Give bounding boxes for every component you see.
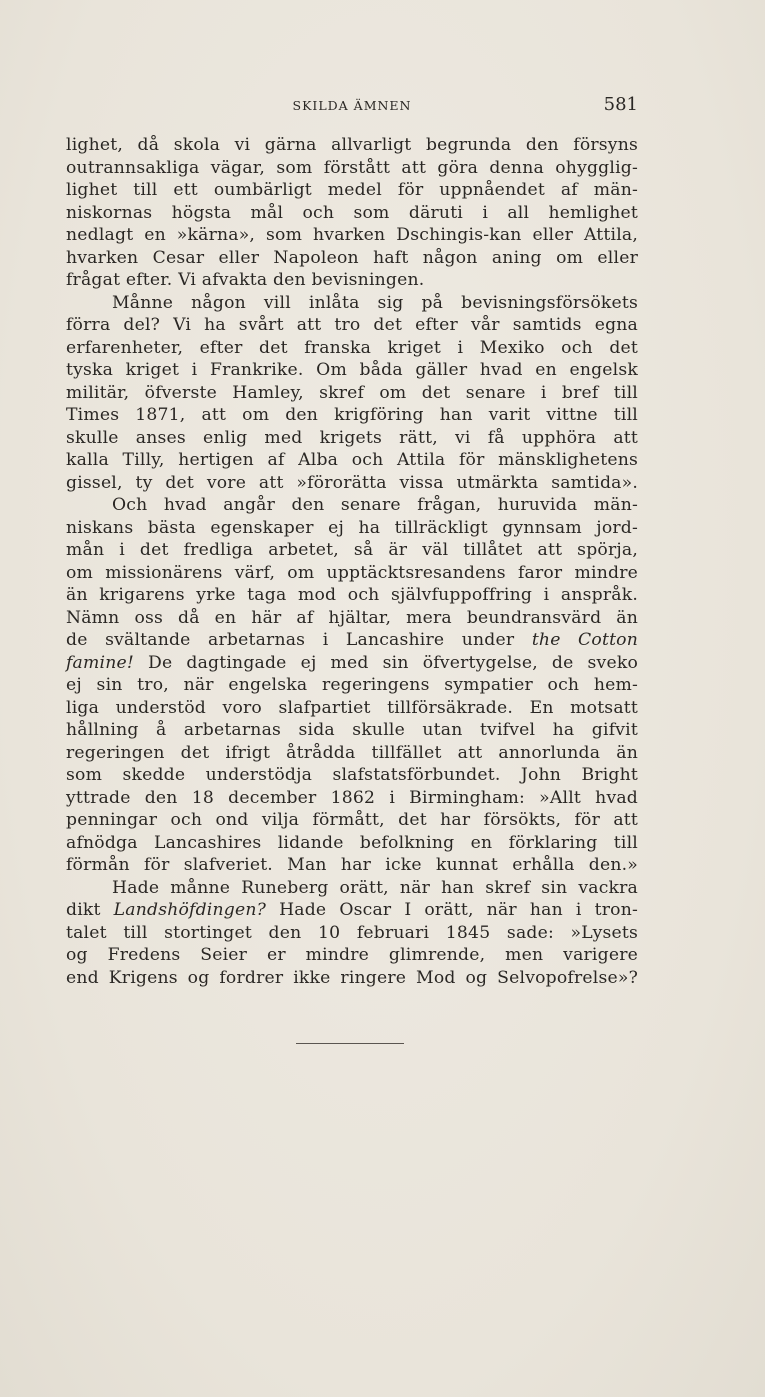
text-line: lighet till ett oumbärligt medel för uppnåendet af män- — [66, 180, 638, 200]
italic-word: famine! — [66, 652, 134, 673]
text-line: förmån för slafveriet. Man har icke kunnat erhålla den.» — [66, 855, 638, 875]
text-line: om missionärens värf, om upptäcktsresandens faror mindre — [66, 562, 638, 583]
section-divider — [296, 1043, 404, 1044]
text-line: afnödga Lancashires lidande befolkning en förklaring till — [66, 832, 638, 853]
page-number: 581 — [603, 94, 638, 115]
text-line: Månne någon vill inlåta sig på bevisningsförsökets — [112, 292, 638, 313]
text-line: frågat efter. Vi afvakta den bevisningen. — [66, 270, 425, 290]
italic-title: Landshöfdingen? — [113, 900, 267, 920]
running-title: SKILDA ÄMNEN — [292, 98, 412, 113]
text-line: som skedde understödja slafstatsförbundet. John Bright — [66, 765, 638, 785]
text-line: tyska kriget i Frankrike. Om båda gäller hvad en engelsk — [66, 360, 638, 380]
text-line: nedlagt en »kärna», som hvarken Dschingis-kan eller Attila, — [66, 225, 638, 245]
text-line: regeringen det ifrigt åtrådda tillfället att annorlunda än — [66, 742, 638, 763]
text-line: outrannsakliga vägar, som förstått att göra denna ohygglig- — [66, 157, 638, 178]
text-line: ej sin tro, när engelska regeringens sympatier och hem- — [66, 675, 638, 695]
text-line: niskans bästa egenskaper ej ha tillräckligt gynnsam jord- — [66, 517, 638, 538]
text-line — [66, 899, 638, 922]
text-line: Och hvad angår den senare frågan, huruvida män- — [112, 495, 638, 515]
text-line: niskornas högsta mål och som däruti i all hemlighet — [66, 202, 638, 223]
text-segment: De dagtingade ej med sin öfvertygelse, de sveko — [133, 652, 638, 673]
text-line: Hade månne Runeberg orätt, när han skref sin vackra — [112, 877, 638, 898]
text-line — [66, 629, 638, 652]
text-line: lighet, då skola vi gärna allvarligt begrunda den försyns — [66, 135, 638, 155]
text-segment: dikt — [66, 900, 114, 920]
text-line: hållning å arbetarnas sida skulle utan tvifvel ha gifvit — [66, 720, 638, 740]
text-line: erfarenheter, efter det franska kriget i Mexiko och det — [66, 337, 638, 358]
text-line: penningar och ond vilja förmått, det har försökts, för att — [66, 810, 638, 830]
italic-title: the Cotton — [531, 630, 638, 650]
body-text — [66, 134, 638, 989]
text-line: än krigarens yrke taga mod och självfuppoffring i anspråk. — [66, 585, 638, 605]
text-line: gissel, ty det vore att »förorätta vissa utmärkta samtida». — [66, 472, 638, 493]
text-line: end Krigens og fordrer ikke ringere Mod og Selvopofrelse»? — [66, 967, 638, 988]
text-line — [66, 652, 638, 675]
text-segment: Hade Oscar I orätt, när han i tron- — [266, 900, 638, 920]
text-line: kalla Tilly, hertigen af Alba och Attila för mänsklighetens — [66, 450, 638, 470]
text-line: liga understöd voro slafpartiet tillförsäkrade. En motsatt — [66, 697, 638, 718]
text-line: militär, öfverste Hamley, skref om det senare i bref till — [66, 382, 638, 403]
text-line: yttrade den 18 december 1862 i Birmingham: »Allt hvad — [66, 787, 638, 808]
text-line: hvarken Cesar eller Napoleon haft någon aning om eller — [66, 247, 638, 268]
text-line: Times 1871, att om den krigföring han varit vittne till — [66, 405, 638, 425]
text-line: förra del? Vi ha svårt att tro det efter vår samtids egna — [66, 315, 638, 335]
running-head — [66, 94, 638, 116]
text-line: Nämn oss då en här af hjältar, mera beundransvärd än — [66, 607, 638, 628]
text-line: mån i det fredliga arbetet, så är väl tillåtet att spörja, — [66, 540, 638, 560]
text-line: talet till stortinget den 10 februari 1845 sade: »Lysets — [66, 922, 638, 943]
text-line: skulle anses enlig med krigets rätt, vi få upphöra att — [66, 427, 638, 448]
text-line: og Fredens Seier er mindre glimrende, men varigere — [66, 945, 638, 965]
text-segment: de svältande arbetarnas i Lancashire under — [66, 630, 515, 650]
